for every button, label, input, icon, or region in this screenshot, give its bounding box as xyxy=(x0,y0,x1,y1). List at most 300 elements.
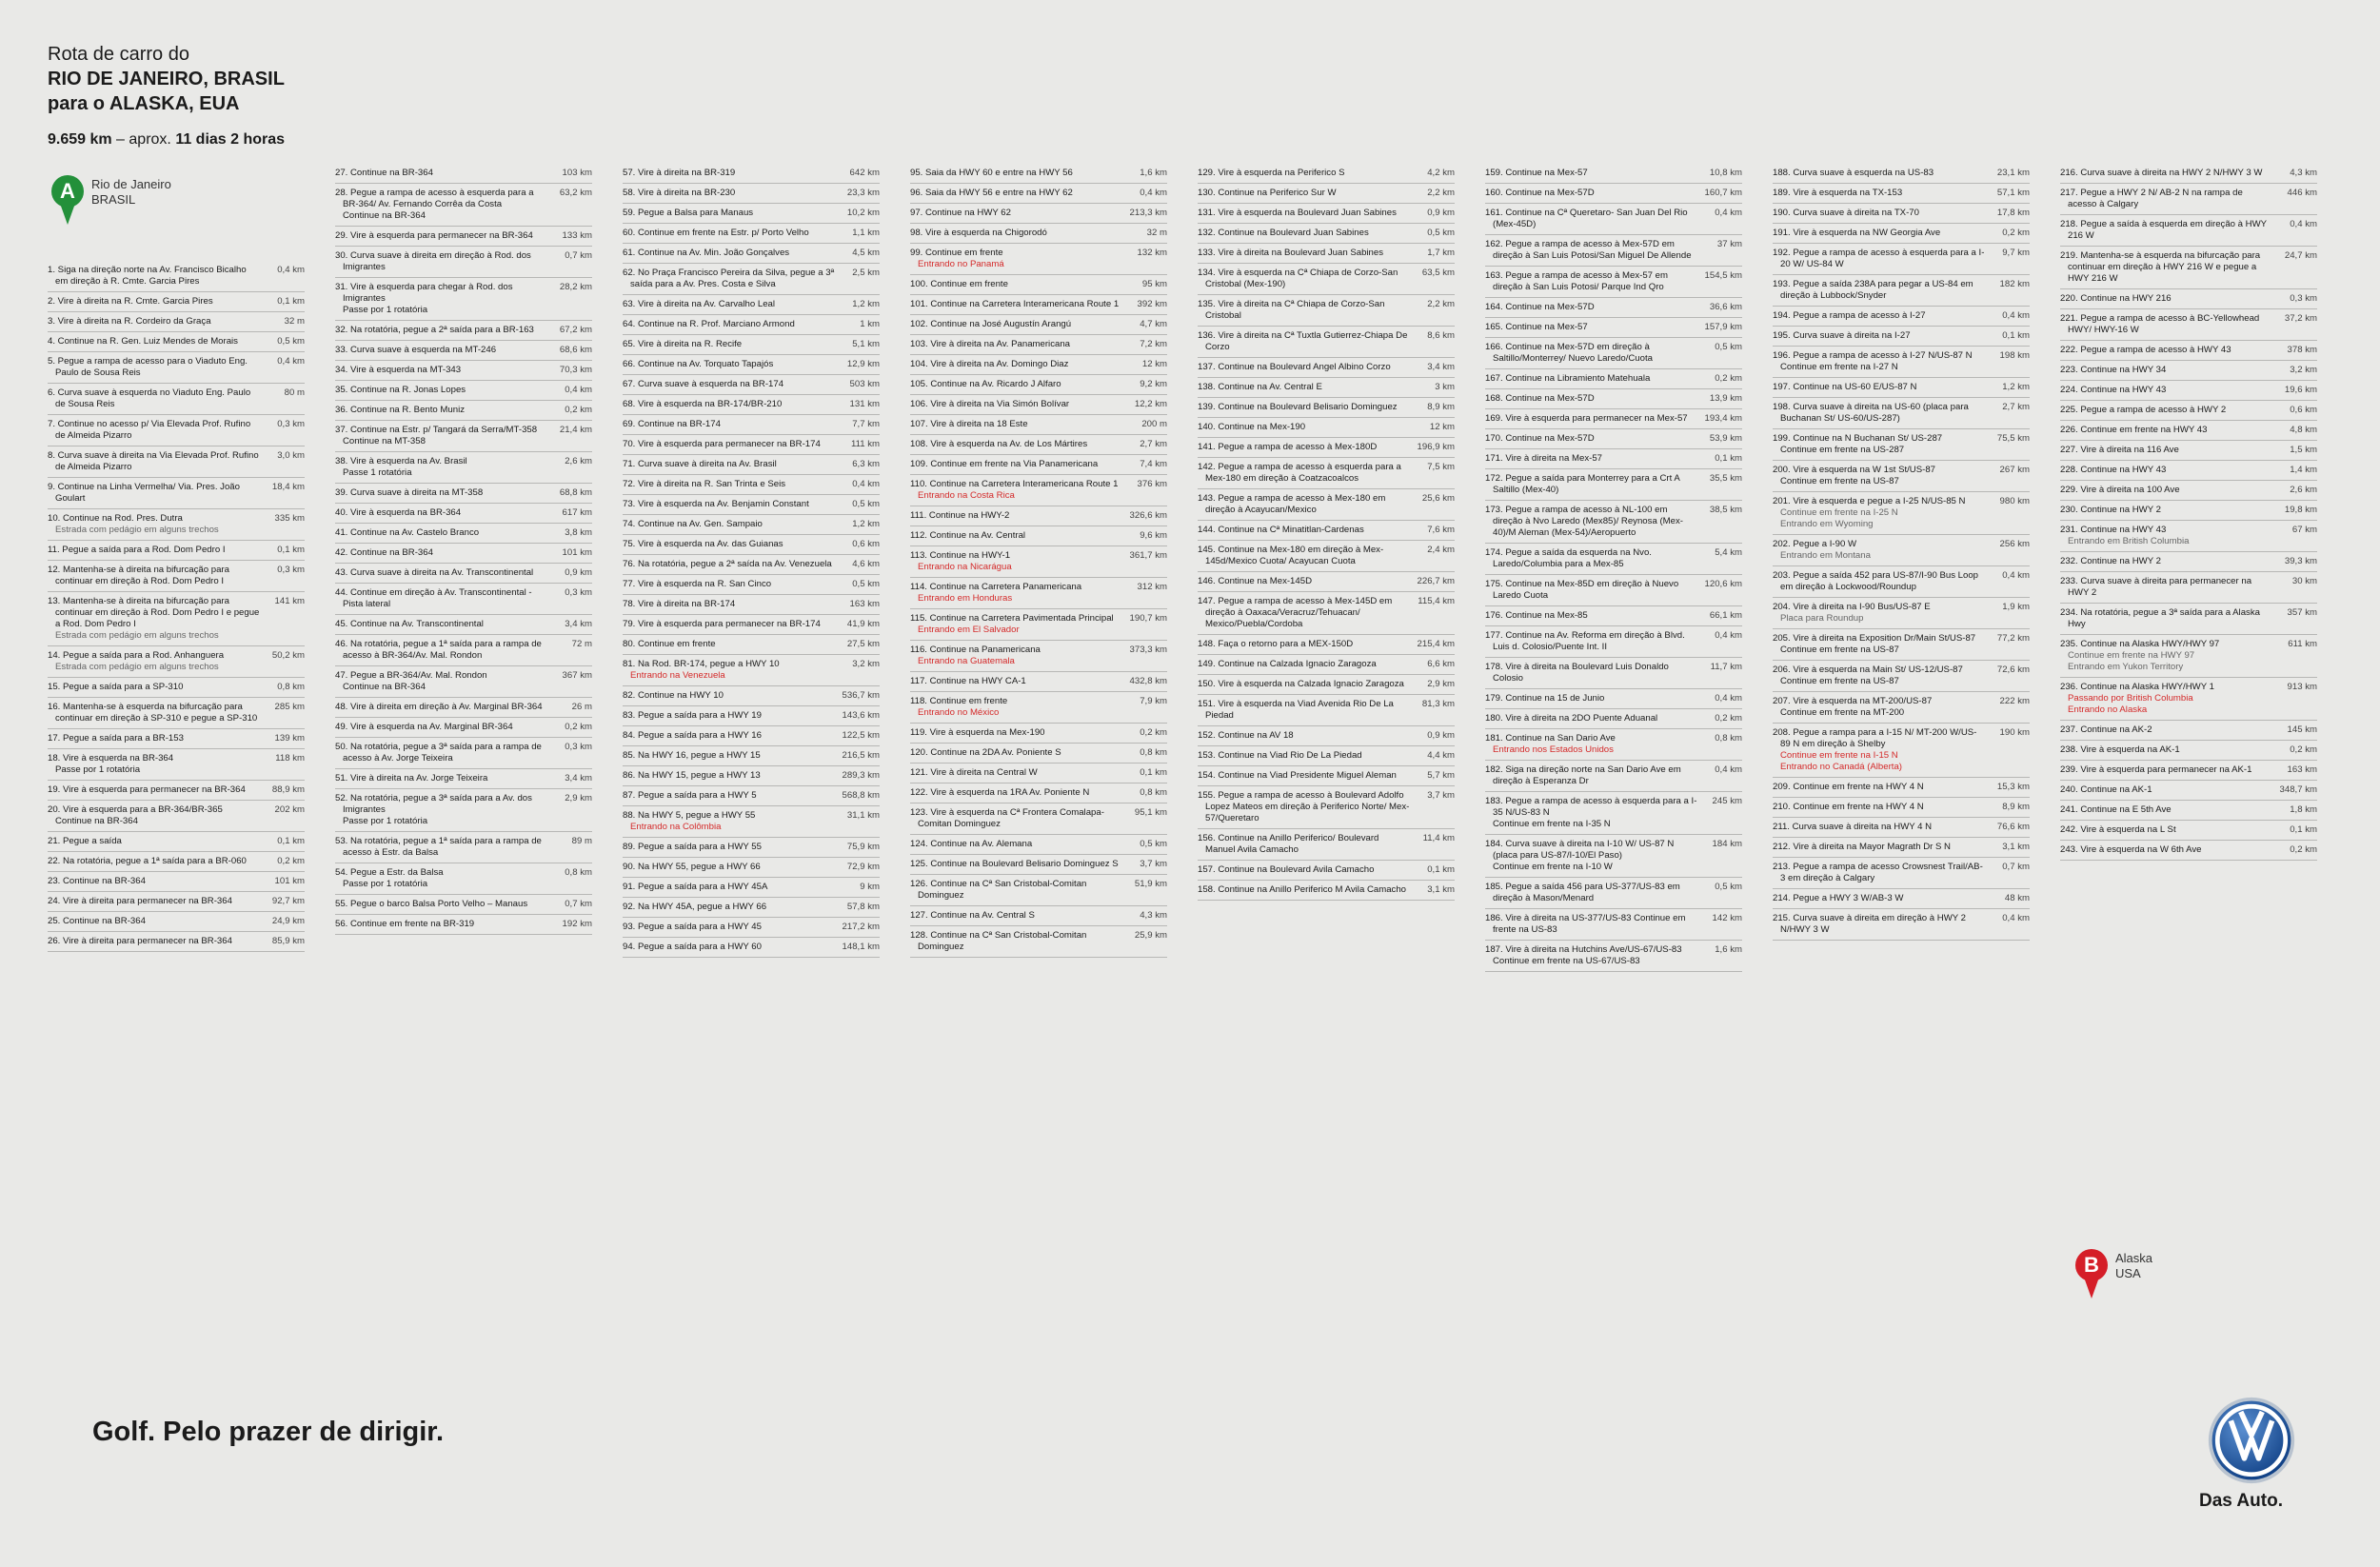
step-distance: 27,5 km xyxy=(846,639,880,649)
step-distance: 63,2 km xyxy=(559,188,592,198)
step-instruction: 222. Pegue a rampa de acesso à HWY 43 xyxy=(2060,345,2231,355)
direction-step xyxy=(1198,164,1455,184)
step-distance: 335 km xyxy=(274,513,305,524)
step-instruction: 237. Continue na AK-2 xyxy=(2060,724,2152,735)
direction-step xyxy=(335,452,592,484)
direction-step xyxy=(910,526,1167,546)
step-distance: 12 km xyxy=(1141,359,1167,369)
direction-step xyxy=(48,446,305,478)
step-text xyxy=(1198,525,1411,536)
step-distance: 72,9 km xyxy=(846,862,880,872)
step-instruction: 63. Vire à direita na Av. Carvalho Leal xyxy=(623,299,775,309)
step-instruction: 135. Vire à direita na Cª Chiapa de Corzo-San Cristobal xyxy=(1198,299,1385,321)
direction-step xyxy=(1485,389,1742,409)
step-text xyxy=(2060,465,2273,476)
step-distance: 12,2 km xyxy=(1134,399,1167,409)
step-instruction: 148. Faça o retorno para a MEX-150D xyxy=(1198,639,1354,649)
step-text xyxy=(910,910,1123,922)
step-text xyxy=(623,499,836,510)
step-distance: 0,4 km xyxy=(2290,219,2317,229)
step-text xyxy=(335,722,548,733)
step-instruction: 115. Continue na Carretera Pavimentada Principal xyxy=(910,613,1114,624)
step-text xyxy=(910,379,1123,390)
step-distance: 267 km xyxy=(1999,465,2030,475)
step-instruction: 149. Continue na Calzada Ignacio Zaragoza xyxy=(1198,659,1377,669)
step-text xyxy=(48,702,261,724)
direction-step xyxy=(910,578,1167,609)
step-text xyxy=(910,530,1123,542)
direction-step xyxy=(1773,598,2030,629)
direction-step xyxy=(910,672,1167,692)
step-text xyxy=(910,299,1123,310)
direction-step xyxy=(2060,501,2317,521)
step-text xyxy=(335,282,548,316)
direction-step xyxy=(1485,235,1742,267)
step-instruction: 221. Pegue a rampa de acesso à BC-Yellowhead HWY/ HWY-16 W xyxy=(2060,313,2260,335)
end-pin-icon: B xyxy=(2075,1249,2108,1300)
direction-step xyxy=(623,375,880,395)
step-instruction: 17. Pegue a saída para a BR-153 xyxy=(48,733,184,744)
direction-step xyxy=(2060,552,2317,572)
step-distance: 21,4 km xyxy=(559,425,592,435)
step-instruction: 95. Saia da HWY 60 e entre na HWY 56 xyxy=(910,168,1073,178)
step-note: Estrada com pedágio em alguns trechos xyxy=(55,662,219,672)
step-distance: 0,7 km xyxy=(565,899,592,909)
step-distance: 36,6 km xyxy=(1709,302,1742,312)
step-instruction: 136. Vire à direita na Cª Tuxtla Gutierrez-Chiapa De Corzo xyxy=(1198,330,1408,352)
direction-step xyxy=(1485,606,1742,626)
step-instruction: 189. Vire à esquerda na TX-153 xyxy=(1773,188,1903,198)
step-note: Placa para Roundup xyxy=(1780,613,1864,624)
direction-step xyxy=(1198,675,1455,695)
step-instruction: 194. Pegue a rampa de acesso à I-27 xyxy=(1773,310,1926,321)
direction-step xyxy=(335,635,592,666)
step-text xyxy=(1198,770,1411,782)
step-text xyxy=(1485,473,1698,496)
step-text xyxy=(2060,485,2273,496)
step-distance: 198 km xyxy=(1999,350,2030,361)
direction-step xyxy=(623,184,880,204)
step-text xyxy=(623,730,836,742)
direction-step xyxy=(623,555,880,575)
step-text xyxy=(910,696,1123,719)
step-instruction: 210. Continue em frente na HWY 4 N xyxy=(1773,802,1924,812)
step-text xyxy=(1485,713,1698,724)
step-text xyxy=(1773,664,1986,687)
step-note: Continue na BR-364 xyxy=(55,816,138,826)
step-note: Continue em frente na US-287 xyxy=(1780,445,1905,455)
step-text xyxy=(335,405,548,416)
step-text xyxy=(335,619,548,630)
step-distance: 2,2 km xyxy=(1427,299,1455,309)
step-distance: 0,5 km xyxy=(277,336,305,347)
step-distance: 256 km xyxy=(1999,539,2030,549)
step-note: Entrando em British Columbia xyxy=(2068,536,2190,546)
direction-step xyxy=(910,546,1167,578)
step-instruction: 104. Vire à direita na Av. Domingo Diaz xyxy=(910,359,1069,369)
step-distance: 25,6 km xyxy=(1421,493,1455,504)
step-distance: 1,4 km xyxy=(2290,465,2317,475)
direction-step xyxy=(1198,264,1455,295)
step-text xyxy=(1773,496,1986,530)
step-text xyxy=(335,587,548,610)
direction-step xyxy=(1198,635,1455,655)
step-distance: 9,2 km xyxy=(1140,379,1167,389)
step-distance: 0,8 km xyxy=(1715,733,1742,744)
direction-step xyxy=(1773,818,2030,838)
step-distance: 11,7 km xyxy=(1710,662,1742,672)
step-text xyxy=(1198,402,1411,413)
step-text xyxy=(48,296,261,307)
step-distance: 28,2 km xyxy=(559,282,592,292)
total-duration: 11 dias 2 horas xyxy=(175,131,286,148)
step-distance: 0,4 km xyxy=(2002,310,2030,321)
step-text xyxy=(623,519,836,530)
step-text xyxy=(1773,842,1986,853)
step-text xyxy=(1198,168,1411,179)
step-distance: 0,1 km xyxy=(277,545,305,555)
step-instruction: 207. Vire à esquerda na MT-200/US-87 xyxy=(1773,696,1933,706)
step-text xyxy=(1485,579,1698,602)
step-note: Entrando na Colômbia xyxy=(630,822,722,832)
direction-step xyxy=(1773,347,2030,378)
step-instruction: 179. Continue na 15 de Junio xyxy=(1485,693,1605,704)
step-instruction: 30. Curva suave à direita em direção à Rod. dos Imigrantes xyxy=(335,250,531,272)
direction-step xyxy=(910,609,1167,641)
step-distance: 217,2 km xyxy=(842,922,880,932)
direction-step xyxy=(1485,878,1742,909)
step-instruction: 41. Continue na Av. Castelo Branco xyxy=(335,527,480,538)
step-instruction: 94. Pegue a saída para a HWY 60 xyxy=(623,942,762,952)
step-distance: 50,2 km xyxy=(271,650,305,661)
step-note: Continue em frente na US-87 xyxy=(1780,645,1899,655)
direction-step xyxy=(910,475,1167,506)
step-note: Continue em frente na I-35 N xyxy=(1493,819,1611,829)
direction-step xyxy=(623,244,880,264)
step-instruction: 88. Na HWY 5, pegue a HWY 55 xyxy=(623,810,756,821)
step-instruction: 55. Pegue o barco Balsa Porto Velho – Manaus xyxy=(335,899,528,909)
step-text xyxy=(1773,279,1986,302)
step-text xyxy=(1773,696,1986,719)
step-instruction: 122. Vire à esquerda na 1RA Av. Poniente N xyxy=(910,787,1090,798)
direction-step xyxy=(623,595,880,615)
step-distance: 0,1 km xyxy=(1427,864,1455,875)
step-instruction: 84. Pegue a saída para a HWY 16 xyxy=(623,730,762,741)
direction-step xyxy=(1485,761,1742,792)
step-text xyxy=(1773,862,1986,884)
step-text xyxy=(48,387,261,410)
step-distance: 101 km xyxy=(274,876,305,886)
step-instruction: 68. Vire à esquerda na BR-174/BR-210 xyxy=(623,399,783,409)
step-instruction: 139. Continue na Boulevard Belisario Dominguez xyxy=(1198,402,1398,412)
step-distance: 145 km xyxy=(2287,724,2317,735)
direction-step xyxy=(1485,267,1742,298)
step-instruction: 169. Vire à esquerda para permanecer na Mex-57 xyxy=(1485,413,1688,424)
step-distance: 0,1 km xyxy=(2290,824,2317,835)
step-distance: 120,6 km xyxy=(1704,579,1742,589)
step-distance: 0,9 km xyxy=(1427,208,1455,218)
step-distance: 0,1 km xyxy=(2002,330,2030,341)
direction-step xyxy=(910,375,1167,395)
step-instruction: 39. Curva suave à direita na MT-358 xyxy=(335,487,484,498)
step-instruction: 203. Pegue a saída 452 para US-87/I-90 Bus Loop em direção à Lockwood/Roundup xyxy=(1773,570,1979,592)
step-distance: 2,9 km xyxy=(565,793,592,803)
direction-step xyxy=(623,164,880,184)
step-instruction: 193. Pegue a saída 238A para pegar a US-84 em direção à Lubbock/Snyder xyxy=(1773,279,1973,301)
step-text xyxy=(623,922,836,933)
step-text xyxy=(2060,345,2273,356)
step-instruction: 16. Mantenha-se à esquerda na bifurcação para continuar em direção à SP-310 e pegue a SP-310 xyxy=(48,702,258,724)
direction-step xyxy=(1773,398,2030,429)
direction-step xyxy=(48,332,305,352)
step-text xyxy=(1773,208,1986,219)
step-text xyxy=(623,810,836,833)
step-distance: 9 km xyxy=(860,882,880,892)
step-distance: 4,4 km xyxy=(1427,750,1455,761)
step-text xyxy=(335,702,548,713)
direction-step xyxy=(1485,626,1742,658)
step-text xyxy=(1773,248,1986,270)
step-text xyxy=(48,936,261,947)
step-instruction: 40. Vire à esquerda na BR-364 xyxy=(335,507,462,518)
direction-step xyxy=(910,244,1167,275)
step-text xyxy=(48,513,261,536)
step-text xyxy=(910,188,1123,199)
step-distance: 289,3 km xyxy=(842,770,880,781)
step-distance: 0,7 km xyxy=(565,250,592,261)
step-text xyxy=(1198,362,1411,373)
step-text xyxy=(335,742,548,764)
step-instruction: 43. Curva suave à direita na Av. Transcontinental xyxy=(335,567,534,578)
direction-step xyxy=(623,204,880,224)
step-text xyxy=(1773,350,1986,373)
step-instruction: 92. Na HWY 45A, pegue a HWY 66 xyxy=(623,902,767,912)
step-distance: 503 km xyxy=(849,379,880,389)
step-text xyxy=(1198,545,1411,567)
step-distance: 12,9 km xyxy=(846,359,880,369)
step-text xyxy=(1485,796,1698,830)
step-instruction: 137. Continue na Boulevard Angel Albino Corzo xyxy=(1198,362,1391,372)
step-distance: 25,9 km xyxy=(1134,930,1167,941)
step-text xyxy=(2060,250,2273,285)
direction-step xyxy=(623,355,880,375)
step-distance: 37 km xyxy=(1716,239,1742,249)
step-instruction: 15. Pegue a saída para a SP-310 xyxy=(48,682,184,692)
step-instruction: 78. Vire à direita na BR-174 xyxy=(623,599,736,609)
step-distance: 95 km xyxy=(1141,279,1167,289)
step-text xyxy=(623,942,836,953)
direction-step xyxy=(1773,778,2030,798)
step-distance: 0,1 km xyxy=(1140,767,1167,778)
step-text xyxy=(623,479,836,490)
step-text xyxy=(2060,784,2273,796)
step-distance: 19,8 km xyxy=(2284,505,2317,515)
step-instruction: 49. Vire à esquerda na Av. Marginal BR-364 xyxy=(335,722,513,732)
step-text xyxy=(623,842,836,853)
directions-column xyxy=(335,164,592,935)
step-text xyxy=(2060,293,2273,305)
step-distance: 0,2 km xyxy=(2290,744,2317,755)
direction-step xyxy=(335,863,592,895)
step-distance: 3,1 km xyxy=(1427,884,1455,895)
step-instruction: 160. Continue na Mex-57D xyxy=(1485,188,1595,198)
step-text xyxy=(1773,893,1986,904)
step-instruction: 140. Continue na Mex-190 xyxy=(1198,422,1306,432)
step-text xyxy=(1773,602,1986,625)
step-text xyxy=(910,787,1123,799)
direction-step xyxy=(623,515,880,535)
step-text xyxy=(910,676,1123,687)
step-instruction: 80. Continue em frente xyxy=(623,639,716,649)
direction-step xyxy=(2060,421,2317,441)
direction-step xyxy=(1773,184,2030,204)
step-text xyxy=(623,579,836,590)
step-text xyxy=(335,385,548,396)
direction-step xyxy=(1198,398,1455,418)
route-header xyxy=(48,42,333,149)
direction-step xyxy=(910,164,1167,184)
direction-step xyxy=(1485,469,1742,501)
step-instruction: 87. Pegue a saída para a HWY 5 xyxy=(623,790,757,801)
step-text xyxy=(1485,453,1698,465)
step-distance: 1,9 km xyxy=(2002,602,2030,612)
step-distance: 1,8 km xyxy=(2290,804,2317,815)
step-instruction: 81. Na Rod. BR-174, pegue a HWY 10 xyxy=(623,659,780,669)
direction-step xyxy=(335,564,592,584)
step-text xyxy=(1198,422,1411,433)
direction-step xyxy=(623,938,880,958)
step-distance: 1,7 km xyxy=(1427,248,1455,258)
step-text xyxy=(1773,822,1986,833)
step-instruction: 111. Continue na HWY-2 xyxy=(910,510,1010,521)
step-text xyxy=(1773,310,1986,322)
step-text xyxy=(1198,299,1411,322)
step-text xyxy=(1485,693,1698,704)
brand-tagline: Das Auto. xyxy=(2199,1491,2283,1511)
direction-step xyxy=(48,932,305,952)
step-distance: 202 km xyxy=(274,804,305,815)
step-distance: 0,5 km xyxy=(1715,882,1742,892)
step-instruction: 45. Continue na Av. Transcontinental xyxy=(335,619,484,629)
step-distance: 0,4 km xyxy=(565,385,592,395)
step-instruction: 206. Vire à esquerda na Main St/ US-12/US-87 xyxy=(1773,664,1963,675)
step-text xyxy=(1198,750,1411,762)
step-note: Entrando nos Estados Unidos xyxy=(1493,744,1614,755)
step-instruction: 13. Mantenha-se à direita na bifurcação para continuar em direção à Rod. Dom Pedro I e pegue a Rod. Dom Pedro I xyxy=(48,596,260,629)
step-instruction: 86. Na HWY 15, pegue a HWY 13 xyxy=(623,770,761,781)
step-text xyxy=(2060,682,2273,716)
step-instruction: 65. Vire à direita na R. Recife xyxy=(623,339,743,349)
direction-step xyxy=(1198,766,1455,786)
step-instruction: 74. Continue na Av. Gen. Sampaio xyxy=(623,519,763,529)
step-instruction: 56. Continue em frente na BR-319 xyxy=(335,919,475,929)
step-text xyxy=(910,359,1123,370)
direction-step xyxy=(910,275,1167,295)
step-distance: 0,2 km xyxy=(1140,727,1167,738)
direction-step xyxy=(1773,378,2030,398)
step-distance: 0,4 km xyxy=(1715,764,1742,775)
step-distance: 0,3 km xyxy=(277,419,305,429)
step-text xyxy=(335,773,548,784)
step-text xyxy=(623,379,836,390)
step-distance: 80 m xyxy=(284,387,305,398)
step-instruction: 76. Na rotatória, pegue a 2ª saída na Av. Venezuela xyxy=(623,559,832,569)
step-instruction: 144. Continue na Cª Minatitlan-Cardenas xyxy=(1198,525,1364,535)
step-distance: 2,6 km xyxy=(565,456,592,466)
step-text xyxy=(910,767,1123,779)
step-text xyxy=(623,710,836,722)
step-instruction: 73. Vire à esquerda na Av. Benjamin Constant xyxy=(623,499,809,509)
step-text xyxy=(623,902,836,913)
direction-step xyxy=(1198,295,1455,327)
step-distance: 148,1 km xyxy=(842,942,880,952)
step-distance: 139 km xyxy=(274,733,305,744)
step-distance: 68,8 km xyxy=(559,487,592,498)
step-distance: 163 km xyxy=(2287,764,2317,775)
direction-step xyxy=(910,295,1167,315)
step-distance: 131 km xyxy=(849,399,880,409)
step-text xyxy=(1198,576,1411,587)
step-text xyxy=(1485,610,1698,622)
step-distance: 0,5 km xyxy=(1427,228,1455,238)
step-text xyxy=(623,690,836,702)
direction-step xyxy=(623,455,880,475)
direction-step xyxy=(1198,184,1455,204)
step-instruction: 102. Continue na José Augustín Arangú xyxy=(910,319,1072,329)
step-text xyxy=(1485,270,1698,293)
step-instruction: 1. Siga na direção norte na Av. Francisco Bicalho em direção à R. Cmte. Garcia Pires xyxy=(48,265,247,287)
step-distance: 0,4 km xyxy=(1715,630,1742,641)
step-instruction: 46. Na rotatória, pegue a 1ª saída para a rampa de acesso à BR-364/Av. Mal. Rondon xyxy=(335,639,542,661)
step-text xyxy=(335,345,548,356)
direction-step xyxy=(910,803,1167,835)
direction-step xyxy=(1773,692,2030,724)
step-text xyxy=(1198,884,1411,896)
step-distance: 2,2 km xyxy=(1427,188,1455,198)
step-distance: 196,9 km xyxy=(1417,442,1455,452)
step-instruction: 108. Vire à esquerda na Av. de Los Mártires xyxy=(910,439,1088,449)
step-text xyxy=(623,299,836,310)
step-instruction: 211. Curva suave à direita na HWY 4 N xyxy=(1773,822,1933,832)
step-distance: 0,4 km xyxy=(2002,913,2030,923)
step-text xyxy=(1198,382,1411,393)
step-instruction: 70. Vire à esquerda para permanecer na BR-174 xyxy=(623,439,821,449)
step-note: Continue em frente na I-25 N Entrando em Wyoming xyxy=(1780,507,1898,529)
step-distance: 1 km xyxy=(860,319,880,329)
step-instruction: 141. Pegue a rampa de acesso à Mex-180D xyxy=(1198,442,1378,452)
step-text xyxy=(2060,744,2273,756)
step-note: Passe 1 rotatória xyxy=(343,467,412,478)
step-text xyxy=(910,439,1123,450)
step-text xyxy=(1485,342,1698,365)
step-distance: 122,5 km xyxy=(842,730,880,741)
direction-step xyxy=(1773,429,2030,461)
step-distance: 77,2 km xyxy=(1996,633,2030,644)
step-text xyxy=(48,565,261,587)
step-instruction: 34. Vire à esquerda na MT-343 xyxy=(335,365,462,375)
step-instruction: 54. Pegue a Estr. da Balsa xyxy=(335,867,444,878)
step-distance: 2,5 km xyxy=(852,268,880,278)
step-instruction: 161. Continue na Cª Queretaro- San Juan Del Rio (Mex-45D) xyxy=(1485,208,1688,229)
direction-step xyxy=(2060,604,2317,635)
step-distance: 536,7 km xyxy=(842,690,880,701)
step-instruction: 216. Curva suave à direita na HWY 2 N/HWY 3 W xyxy=(2060,168,2263,178)
step-distance: 68,6 km xyxy=(559,345,592,355)
step-text xyxy=(1485,764,1698,787)
direction-step xyxy=(335,666,592,698)
direction-step xyxy=(910,415,1167,435)
step-distance: 4,3 km xyxy=(2290,168,2317,178)
